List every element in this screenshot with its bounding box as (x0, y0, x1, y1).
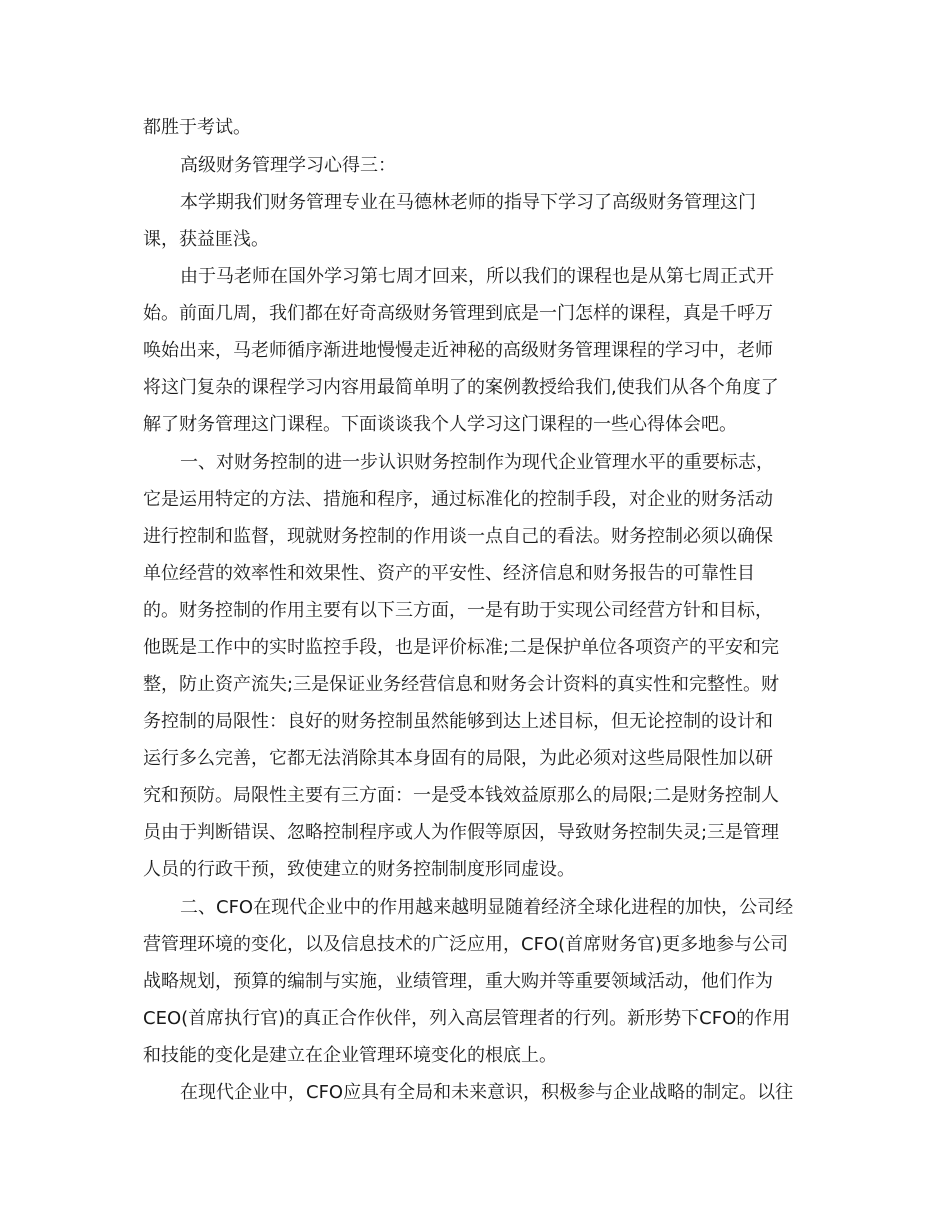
text-line-25: CEO(首席执行官)的真正合作伙伴，列入高层管理者的行列。新形势下CFO的作用 (143, 1008, 791, 1029)
text-line-6: 始。前面几周，我们都在好奇高级财务管理到底是一门怎样的课程，真是千呼万 (143, 303, 773, 324)
text-line-9: 解了财务管理这门课程。下面谈谈我个人学习这门课程的一些心得体会吧。 (143, 414, 737, 435)
text-line-5: 由于马老师在国外学习第七周才回来，所以我们的课程也是从第七周正式开 (180, 266, 774, 287)
text-line-16: 整，防止资产流失;三是保证业务经营信息和财务会计资料的真实性和完整性。财 (143, 674, 780, 695)
text-line-19: 究和预防。局限性主要有三方面：一是受本钱效益原那么的局限;二是财务控制人 (143, 785, 780, 806)
text-line-3: 本学期我们财务管理专业在马德林老师的指导下学习了高级财务管理这门 (180, 192, 756, 213)
section-heading: 高级财务管理学习心得三： (180, 155, 396, 176)
text-line-27: 在现代企业中，CFO应具有全局和未来意识，积极参与企业战略的制定。以往 (180, 1082, 794, 1103)
text-line-15: 他既是工作中的实时监控手段，也是评价标准;二是保护单位各项资产的平安和完 (143, 637, 780, 658)
text-line-24: 战略规划，预算的编制与实施，业绩管理，重大购并等重要领域活动，他们作为 (143, 971, 773, 992)
text-line-12: 进行控制和监督，现就财务控制的作用谈一点自己的看法。财务控制必须以确保 (143, 526, 773, 547)
text-line-1: 都胜于考试。 (143, 117, 251, 138)
text-line-18: 运行多么完善，它都无法消除其本身固有的局限，为此必须对这些局限性加以研 (143, 748, 773, 769)
text-line-22: 二、CFO在现代企业中的作用越来越明显随着经济全球化进程的加快，公司经 (180, 897, 794, 918)
text-line-26: 和技能的变化是建立在企业管理环境变化的根底上。 (143, 1045, 557, 1066)
text-line-4: 课，获益匪浅。 (143, 229, 269, 250)
text-line-17: 务控制的局限性：良好的财务控制虽然能够到达上述目标，但无论控制的设计和 (143, 711, 773, 732)
text-line-20: 员由于判断错误、忽略控制程序或人为作假等原因，导致财务控制失灵;三是管理 (143, 822, 780, 843)
text-line-23: 营管理环境的变化，以及信息技术的广泛应用，CFO(首席财务官)更多地参与公司 (143, 934, 789, 955)
text-line-7: 唤始出来，马老师循序渐进地慢慢走近神秘的高级财务管理课程的学习中，老师 (143, 340, 773, 361)
text-line-8: 将这门复杂的课程学习内容用最简单明了的案例教授给我们,使我们从各个角度了 (143, 377, 779, 398)
text-line-21: 人员的行政干预，致使建立的财务控制制度形同虚设。 (143, 859, 575, 880)
text-line-11: 它是运用特定的方法、措施和程序，通过标准化的控制手段，对企业的财务活动 (143, 489, 773, 510)
text-line-13: 单位经营的效率性和效果性、资产的平安性、经济信息和财务报告的可靠性目 (143, 563, 755, 584)
text-line-14: 的。财务控制的作用主要有以下三方面，一是有助于实现公司经营方针和目标， (143, 600, 773, 621)
text-line-10: 一、对财务控制的进一步认识财务控制作为现代企业管理水平的重要标志， (180, 452, 774, 473)
